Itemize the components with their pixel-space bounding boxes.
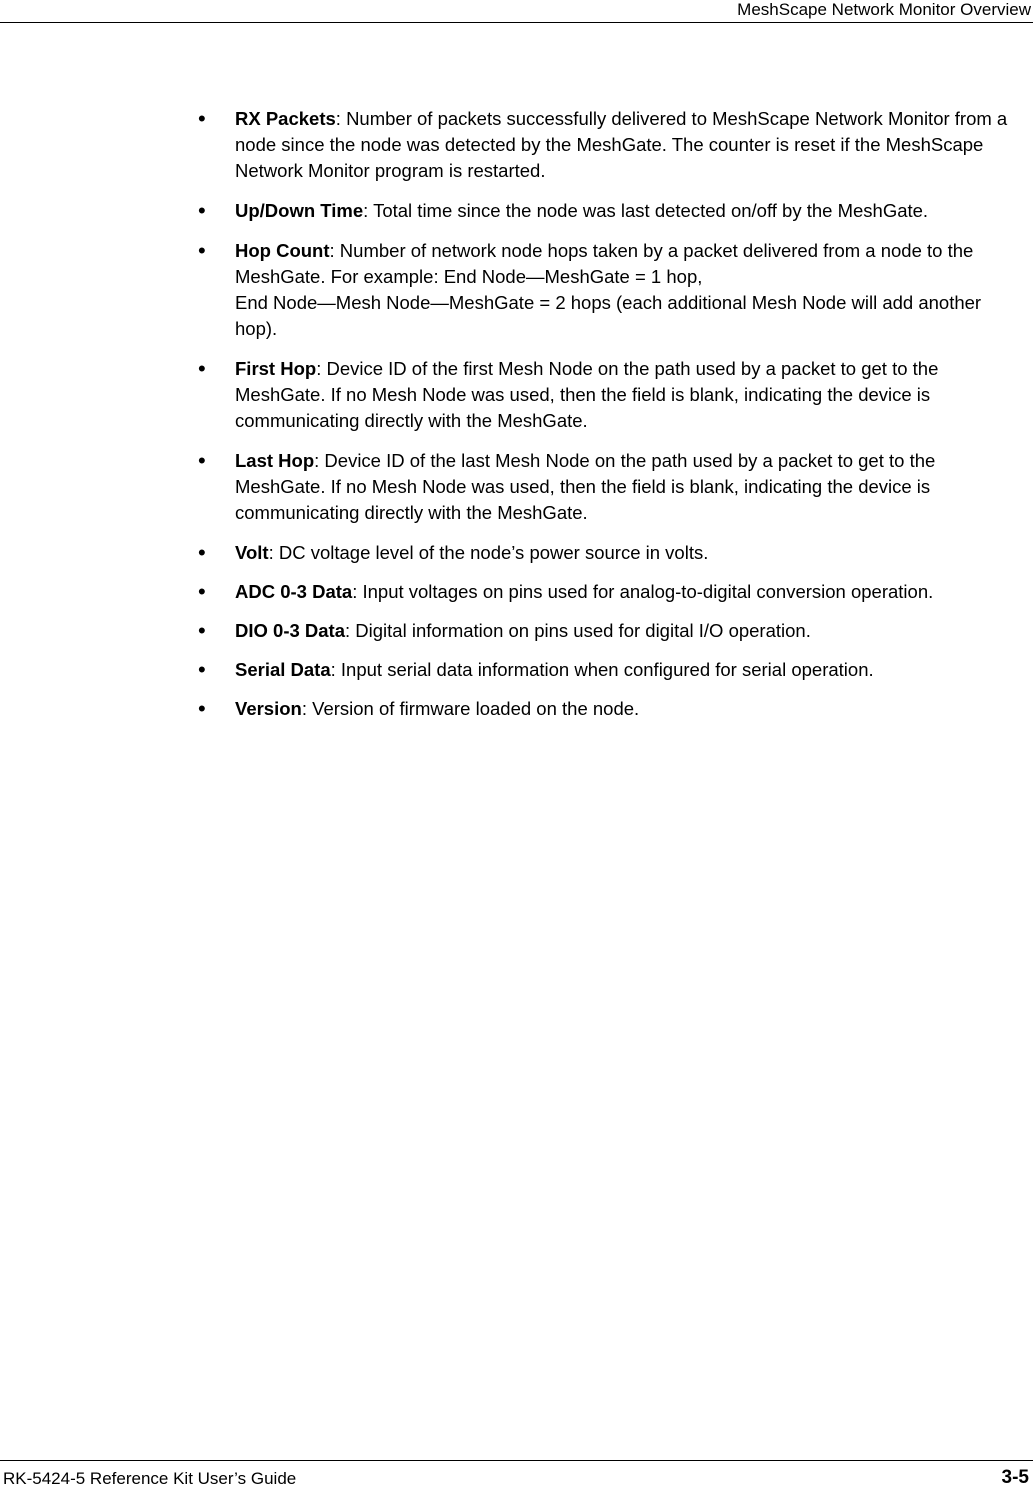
term-description: : Digital information on pins used for digital I/O operation. <box>345 620 811 641</box>
footer-guide-title: RK-5424-5 Reference Kit User’s Guide <box>3 1469 297 1488</box>
bullet-icon: • <box>198 198 206 223</box>
page-number: 3-5 <box>1001 1467 1029 1488</box>
bullet-icon: • <box>198 579 206 604</box>
list-item-version <box>0 696 1033 722</box>
term-label: Up/Down Time <box>235 200 364 221</box>
term-description: : Device ID of the last Mesh Node on the path used by a packet to get to the MeshGate. If no Mesh Node was used, then the field is blank, indicating the device is communicating directly with the MeshGate. <box>235 450 936 523</box>
list-item-up-down-time <box>0 198 1033 224</box>
term-label: Hop Count <box>235 240 330 261</box>
list-item-volt <box>0 540 1033 566</box>
term-label: Volt <box>235 542 269 563</box>
term-description: : Input voltages on pins used for analog-to-digital conversion operation. <box>352 581 934 602</box>
bullet-icon: • <box>198 657 206 682</box>
term-description: : Total time since the node was last detected on/off by the MeshGate. <box>363 200 929 221</box>
list-item-last-hop <box>0 448 1033 526</box>
bullet-icon: • <box>198 448 206 473</box>
term-description: : Number of network node hops taken by a packet delivered from a node to the MeshGate. For example: End Node—MeshGate = 1 hop, <box>235 240 974 287</box>
term-label: Version <box>235 698 302 719</box>
running-header: MeshScape Network Monitor Overview <box>737 0 1031 19</box>
term-label: First Hop <box>235 358 317 379</box>
bullet-icon: • <box>198 356 206 381</box>
list-item-first-hop <box>0 356 1033 434</box>
term-label: Last Hop <box>235 450 315 471</box>
list-item-hop-count <box>0 238 1033 342</box>
term-description: : Number of packets successfully delivered to MeshScape Network Monitor from a node since the node was detected by the MeshGate. The counter is reset if the MeshScape Network Monitor program is restarted. <box>235 108 1008 181</box>
term-label: DIO 0-3 Data <box>235 620 346 641</box>
bullet-icon: • <box>198 106 206 131</box>
bullet-icon: • <box>198 618 206 643</box>
header-rule <box>0 22 1033 23</box>
list-item-rx-packets <box>0 106 1033 184</box>
term-description: : DC voltage level of the node’s power source in volts. <box>268 542 709 563</box>
term-description: : Version of firmware loaded on the node. <box>301 698 640 719</box>
footer-rule <box>0 1460 1033 1461</box>
term-description: : Input serial data information when configured for serial operation. <box>330 659 874 680</box>
term-label: Serial Data <box>235 659 331 680</box>
term-description-continued: End Node—Mesh Node—MeshGate = 2 hops (each additional Mesh Node will add another hop). <box>235 292 982 339</box>
bullet-icon: • <box>198 696 206 721</box>
term-label: RX Packets <box>235 108 336 129</box>
bullet-icon: • <box>198 540 206 565</box>
bullet-icon: • <box>198 238 206 263</box>
list-item-dio-data <box>0 618 1033 644</box>
term-description: : Device ID of the first Mesh Node on the path used by a packet to get to the MeshGate. If no Mesh Node was used, then the field is blank, indicating the device is communicating directly with the MeshGate. <box>235 358 939 431</box>
term-label: ADC 0-3 Data <box>235 581 353 602</box>
list-item-serial-data <box>0 657 1033 683</box>
list-item-adc-data <box>0 579 1033 605</box>
field-description-list <box>0 106 1033 735</box>
